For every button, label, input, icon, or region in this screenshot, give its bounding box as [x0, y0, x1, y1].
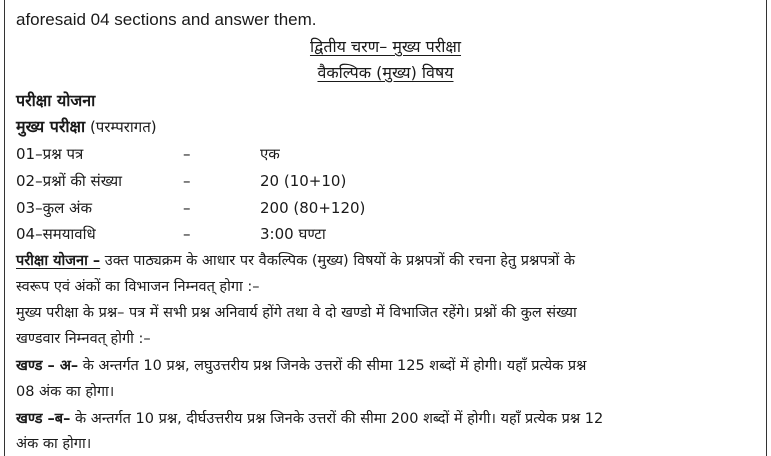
scheme-row-label: 02–प्रश्नों की संख्या	[16, 172, 123, 190]
para2-line2: खण्डवार निम्नवत् होगी :–	[16, 331, 151, 347]
main-exam-line	[16, 118, 758, 136]
para1-text: उक्त पाठ्यक्रम के आधार पर वैकल्पिक (मुख्य) विषयों के प्रश्नपत्रों की रचना हेतु प्रश्नपत्रों के	[100, 253, 576, 269]
section-a-text: के अन्तर्गत 10 प्रश्न, लघुउत्तरीय प्रश्न जिनके उत्तरों की सीमा 125 शब्दों में होगी। यहाँ प्रत्येक प्रश्न	[78, 358, 587, 374]
scheme-row-dash: –	[183, 199, 191, 217]
scheme-row-value: 3:00 घण्टा	[260, 225, 326, 243]
section-b-text: के अन्तर्गत 10 प्रश्न, दीर्घउत्तरीय प्रश्न जिनके उत्तरों की सीमा 200 शब्दों में होगी। यहाँ प्रत्येक प्रश्न 12	[70, 411, 604, 427]
scheme-row-label: 01–प्रश्न पत्र	[16, 145, 84, 163]
main-exam-label: मुख्य परीक्षा	[16, 117, 86, 136]
para2-line1: मुख्य परीक्षा के प्रश्न– पत्र में सभी प्रश्न अनिवार्य होंगे तथा वे दो खण्डो में विभाजित रहेंगे। प्रश्नों की कुल संख्या	[16, 305, 577, 321]
para1-line1	[16, 252, 758, 270]
page-frame	[4, 0, 767, 456]
stage-title-wrap	[5, 38, 766, 56]
scheme-row-value: 200 (80+120)	[260, 199, 366, 217]
section-a-line2: 08 अंक का होगा।	[16, 384, 115, 400]
scheme-row-label: 04–समयावधि	[16, 225, 96, 243]
scheme-heading: परीक्षा योजना	[16, 91, 96, 110]
intro-tail-text: aforesaid 04 sections and answer them.	[16, 10, 317, 29]
section-b-lead: खण्ड –ब–	[16, 411, 71, 427]
section-a-lead: खण्ड – अ–	[16, 358, 79, 374]
scheme-row-dash: –	[183, 145, 191, 163]
section-a-line1	[16, 357, 758, 375]
scheme-row-dash: –	[183, 225, 191, 243]
para1-lead: परीक्षा योजना –	[16, 253, 101, 269]
scheme-row-label: 03–कुल अंक	[16, 199, 93, 217]
section-b-line1	[16, 410, 758, 428]
scheme-row-value: एक	[260, 145, 280, 163]
section-b-line2: अंक का होगा।	[16, 436, 92, 452]
stage-title: द्वितीय चरण– मुख्य परीक्षा	[309, 37, 462, 56]
para1-line2: स्वरूप एवं अंकों का विभाजन निम्नवत् होगा :–	[16, 279, 260, 295]
subject-title-wrap	[5, 64, 766, 82]
main-exam-type: (परम्परागत)	[89, 118, 157, 136]
scheme-row-dash: –	[183, 172, 191, 190]
subject-title: वैकल्पिक (मुख्य) विषय	[317, 63, 454, 82]
scheme-row-value: 20 (10+10)	[260, 172, 347, 190]
